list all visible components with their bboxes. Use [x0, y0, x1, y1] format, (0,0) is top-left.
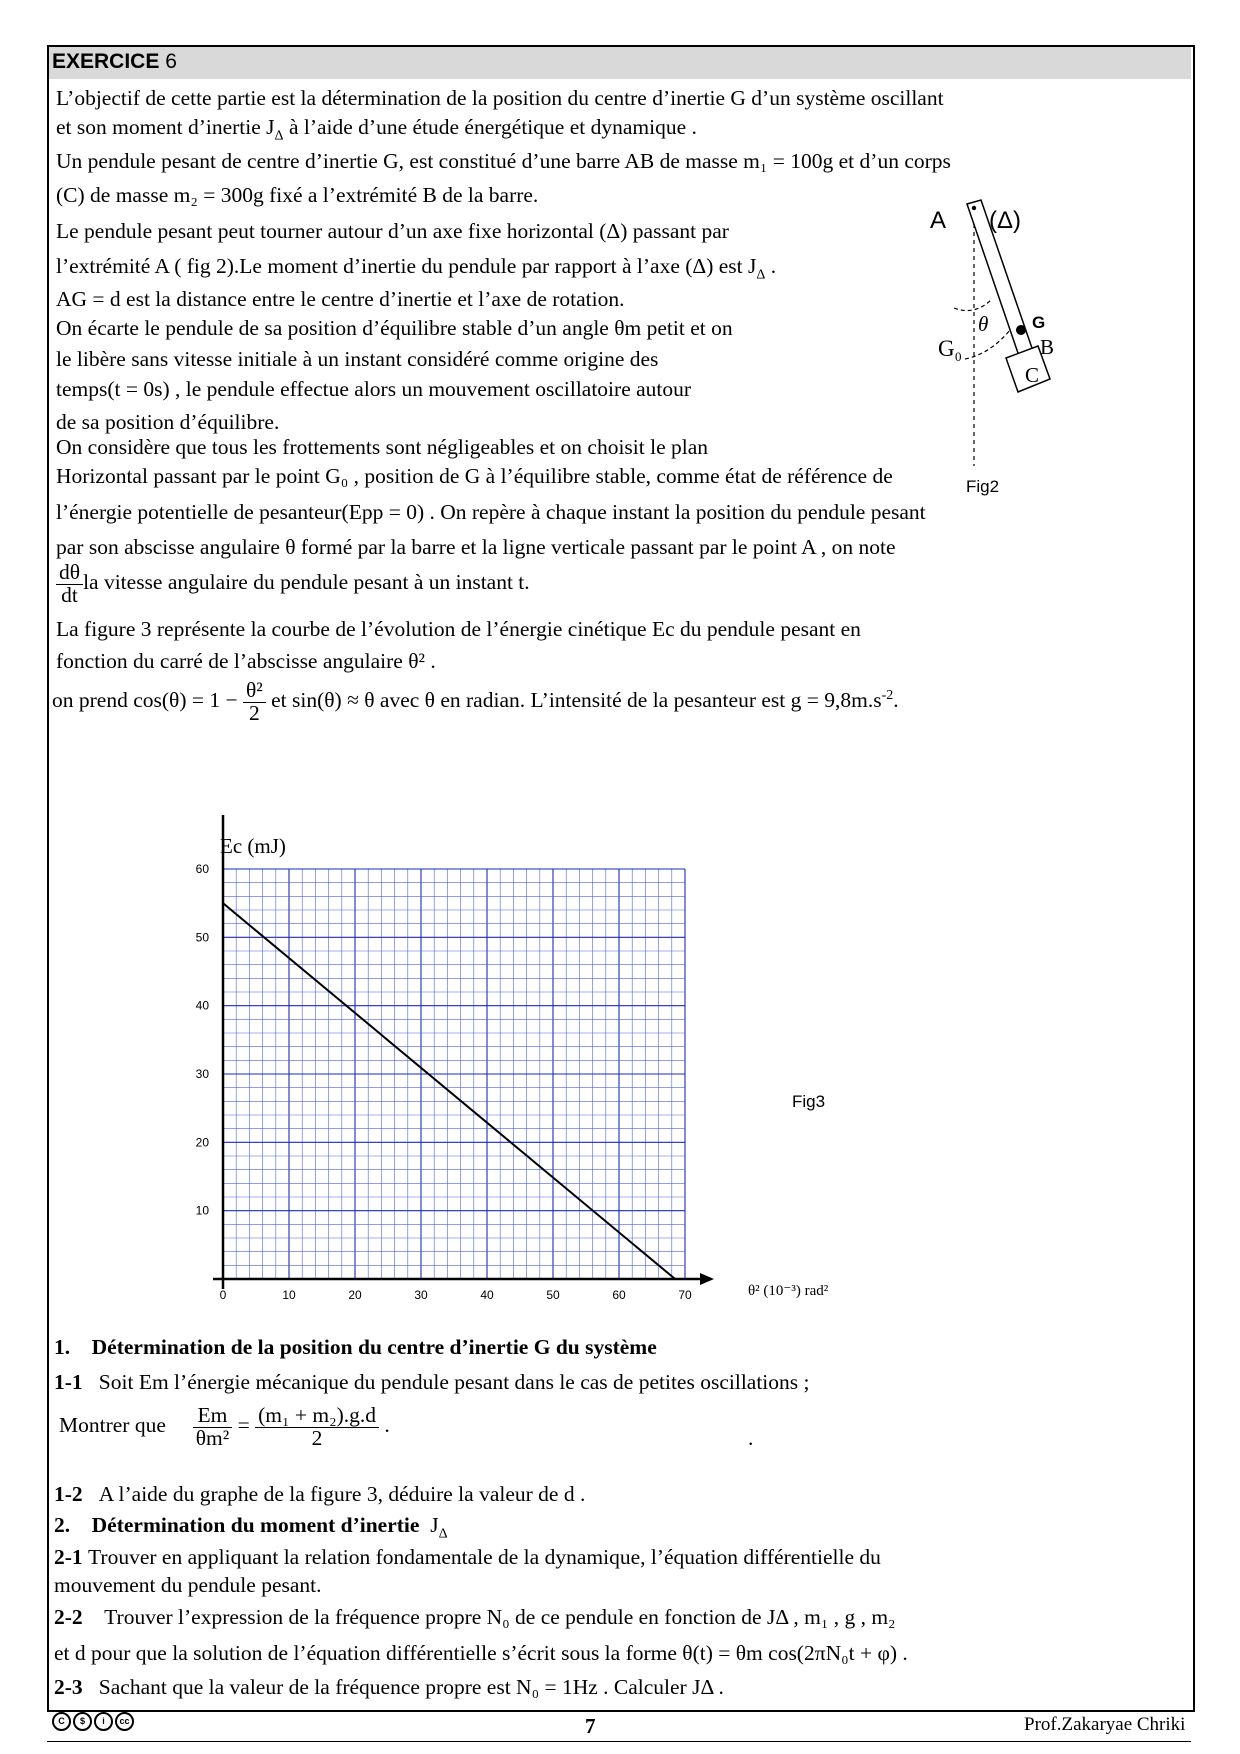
- y-tick-label: 20: [195, 1135, 209, 1150]
- approximation-fraction: $\frac{\text{θ²}}{2}$: [243, 680, 266, 724]
- question-2-2-cont: et d pour que la solution de l’équation différentielle s’écrit sous la forme θ(t) = θm cos(2πN₀t + φ) .: [54, 1641, 908, 1665]
- x-axis-arrow: [700, 1273, 714, 1285]
- question-2-1-cont: mouvement du pendule pesant.: [54, 1573, 322, 1597]
- intro-line: Horizontal passant par le point G₀ , position de G à l’équilibre stable, comme état de référence de: [56, 464, 893, 488]
- question-2-3: 2-3 Sachant que la valeur de la fréquence propre est N₀ = 1Hz . Calculer JΔ .: [54, 1675, 724, 1699]
- question-2-2: 2-2 Trouver l’expression de la fréquence propre N₀ de ce pendule en fonction de JΔ , m₁ , g , m₂: [54, 1605, 896, 1629]
- intro-line: fonction du carré de l’abscisse angulaire θ² .: [56, 649, 436, 673]
- cc-badge: $: [73, 1712, 92, 1731]
- label-B: B: [1040, 335, 1055, 359]
- label-delta: (Δ): [989, 207, 1022, 234]
- intro-line: et son moment d’inertie $J_\Delta$ à l’aide d’une étude énergétique et dynamique .: [56, 115, 697, 144]
- label-C: C: [1025, 363, 1040, 387]
- x-tick-label: 40: [480, 1288, 494, 1302]
- cc-badge: i: [94, 1712, 113, 1731]
- angular-velocity-fraction: $\frac{d\theta}{dt}$: [56, 562, 83, 606]
- chart-grid: [223, 869, 685, 1279]
- intro-line: l’énergie potentielle de pesanteur(Epp = 0) . On repère à chaque instant la position du pendule pesant: [56, 500, 926, 524]
- intro-line: $\frac{d\theta}{dt}$ la vitesse angulaire du pendule pesant à un instant t.: [56, 562, 530, 606]
- y-tick-label: 40: [195, 998, 209, 1013]
- series-line-ec: [223, 903, 675, 1279]
- y-axis-label: Ec (mJ): [220, 834, 286, 858]
- question-1-2: 1-2 A l’aide du graphe de la figure 3, déduire la valeur de d .: [54, 1482, 586, 1506]
- x-tick-label: 30: [414, 1288, 428, 1302]
- label-G: G: [1032, 313, 1046, 332]
- intro-line: On considère que tous les frottements sont négligeables et on choisit le plan: [56, 435, 709, 459]
- intro-line: le libère sans vitesse initiale à un instant considéré comme origine des: [56, 347, 659, 371]
- cc-badge: cc: [115, 1712, 134, 1731]
- intro-line: AG = d est la distance entre le centre d’inertie et l’axe de rotation.: [56, 287, 625, 311]
- intro-line: On écarte le pendule de sa position d’équilibre stable d’un angle θm petit et on: [56, 316, 733, 340]
- fig2-pendulum-diagram: [920, 196, 1120, 506]
- intro-line: l’extrémité A ( fig 2).Le moment d’inertie du pendule par rapport à l’axe (Δ) est $J_\Delta$ .: [56, 254, 777, 283]
- section-2-heading: 2. Détermination du moment d’inertie $J_\Delta$: [54, 1513, 448, 1542]
- question-1-1: 1-1 Soit Em l’énergie mécanique du pendule pesant dans le cas de petites oscillations ;: [54, 1370, 810, 1394]
- y-tick-label: 30: [195, 1067, 209, 1081]
- exercise-title: EXERCICE 6: [52, 50, 177, 73]
- chart-series: [223, 903, 675, 1279]
- x-tick-label: 20: [348, 1288, 362, 1302]
- label-G0-subscript: 0: [955, 349, 962, 364]
- intro-line: on prend cos(θ) = 1 − $\frac{\text{θ²}}{2}$ et sin(θ) ≈ θ avec θ en radian. L’intensité de la pesanteur est $g = 9,8m.s^{-2}$.: [52, 678, 899, 725]
- intro-line: La figure 3 représente la courbe de l’évolution de l’énergie cinétique Ec du pendule pesant en: [56, 617, 861, 641]
- question-2-1: 2-1 Trouver en appliquant la relation fondamentale de la dynamique, l’équation différentielle du: [54, 1545, 881, 1569]
- author-credit: Prof.Zakaryae Chriki: [1024, 1714, 1186, 1735]
- page-number: 7: [585, 1714, 596, 1738]
- cc-badge: C: [52, 1712, 71, 1731]
- section-1-heading: 1. Détermination de la position du centre d’inertie G du système: [54, 1335, 657, 1359]
- intro-line: (C) de masse m₂ = 300g fixé a l’extrémité B de la barre.: [56, 183, 539, 207]
- label-A: A: [930, 207, 947, 234]
- theta-arc: [954, 299, 992, 311]
- chart-axes: [213, 815, 714, 1289]
- label-G0: G: [938, 336, 955, 361]
- x-axis-label: θ² (10⁻³) rad²: [748, 1283, 829, 1299]
- intro-line: Un pendule pesant de centre d’inertie G, est constitué d’une barre AB de masse m₁ = 100g et d’un corps: [56, 149, 951, 173]
- exercise-header-bar: [49, 47, 1191, 79]
- y-tick-label: 10: [195, 1203, 209, 1218]
- point-G: [1016, 325, 1026, 335]
- fig2-caption: Fig2: [966, 477, 1000, 496]
- x-tick-label: 50: [546, 1288, 560, 1302]
- question-1-1-formula: Montrer que $\frac{Em}{\text{θm²}}$ = $\frac{\text{(m₁ + m₂).g.d}}{2}$ .: [59, 1403, 390, 1450]
- license-badges: [52, 1712, 134, 1731]
- chart-ticks: [196, 862, 692, 1302]
- x-tick-label: 70: [678, 1288, 692, 1302]
- y-tick-label: 60: [195, 862, 209, 876]
- x-tick-label: 0: [219, 1288, 227, 1302]
- footer-rule: [47, 1741, 1191, 1742]
- intro-line: par son abscisse angulaire θ formé par la barre et la ligne verticale passant par le point A , on note: [56, 535, 896, 559]
- intro-line: Le pendule pesant peut tourner autour d’un axe fixe horizontal (Δ) passant par: [56, 219, 729, 243]
- pivot-A: [972, 206, 976, 210]
- label-theta: θ: [978, 312, 989, 336]
- fig3-caption: Fig3: [792, 1092, 826, 1111]
- y-tick-label: 50: [195, 930, 209, 945]
- x-tick-label: 60: [612, 1288, 626, 1302]
- intro-line: de sa position d’équilibre.: [56, 410, 280, 434]
- stray-dot: .: [748, 1426, 754, 1450]
- intro-line: temps(t = 0s) , le pendule effectue alors un mouvement oscillatoire autour: [56, 377, 692, 401]
- intro-line: L’objectif de cette partie est la détermination de la position du centre d’inertie G d’un système oscillant: [56, 86, 944, 110]
- x-tick-label: 10: [282, 1288, 296, 1302]
- fig3-chart: [180, 815, 880, 1345]
